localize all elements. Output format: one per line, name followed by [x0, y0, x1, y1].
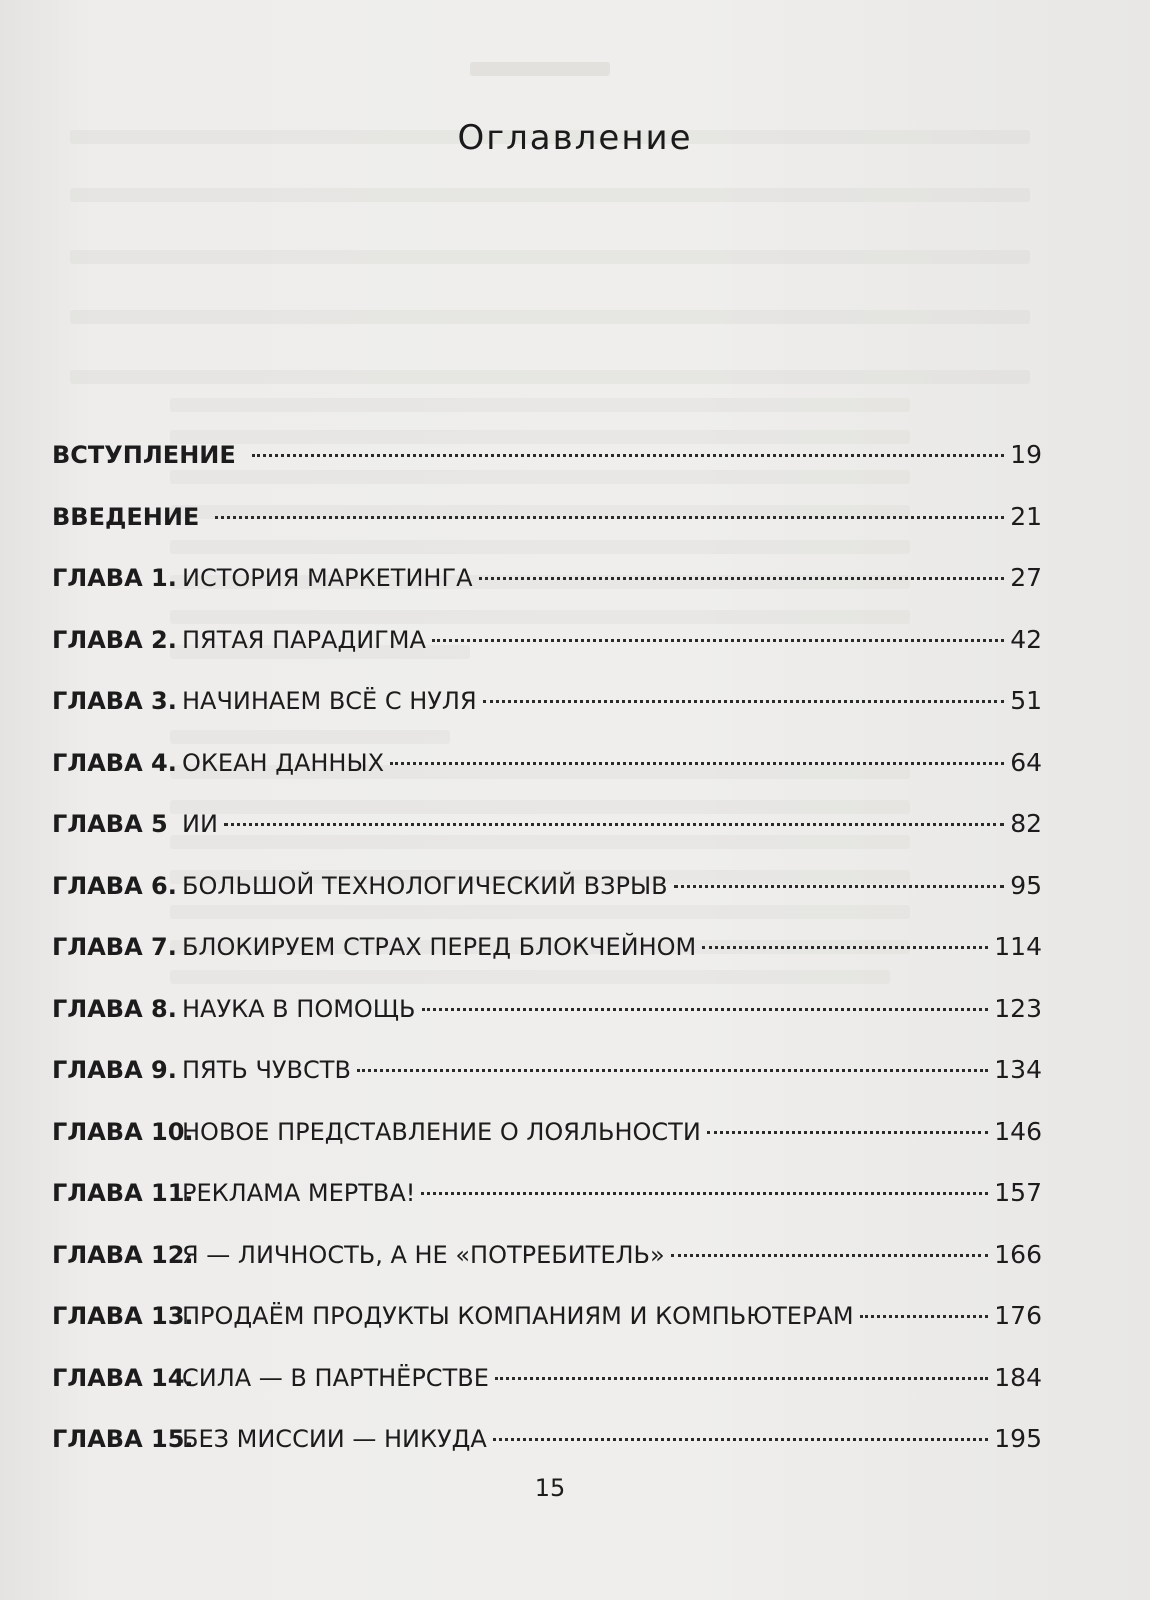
- dot-leader: [707, 1131, 989, 1134]
- toc-entry-chapter-13: [52, 1301, 1042, 1363]
- toc-chapter-label: ГЛАВА 8.: [52, 994, 177, 1023]
- dot-leader: [357, 1069, 988, 1072]
- dot-leader: [479, 577, 1005, 580]
- toc-entry-chapter-10: [52, 1117, 1042, 1179]
- toc-entry-chapter-7: [52, 932, 1042, 994]
- toc-chapter-label: ГЛАВА 10.: [52, 1117, 194, 1146]
- toc-entry-chapter-1: [52, 563, 1042, 625]
- toc-entry-intro: [52, 440, 1042, 502]
- toc-chapter-label: ГЛАВА 7.: [52, 933, 177, 961]
- toc-chapter-label: ГЛАВА 11.: [52, 1179, 194, 1207]
- toc-page-number: 195: [994, 1424, 1042, 1453]
- toc-chapter-title: ПЯТЬ ЧУВСТВ: [182, 1056, 351, 1084]
- toc-chapter-label: ГЛАВА 5: [52, 810, 168, 838]
- toc-chapter-title: ОКЕАН ДАННЫХ: [182, 748, 385, 777]
- toc-page-number: 134: [994, 1055, 1042, 1084]
- toc-page-number: 82: [1010, 809, 1042, 838]
- toc-chapter-title: БЛОКИРУЕМ СТРАХ ПЕРЕД БЛОКЧЕЙНОМ: [182, 933, 697, 961]
- toc-chapter-label: ГЛАВА 9.: [52, 1056, 177, 1084]
- toc-entry-chapter-8: [52, 994, 1042, 1056]
- toc-page-number: 64: [1010, 747, 1042, 777]
- toc-chapter-title: БОЛЬШОЙ ТЕХНОЛОГИЧЕСКИЙ ВЗРЫВ: [182, 871, 668, 900]
- dot-leader: [671, 1254, 989, 1257]
- toc-entry-chapter-9: [52, 1055, 1042, 1117]
- toc-entry-introduction: [52, 502, 1042, 564]
- toc-entry-chapter-14: [52, 1363, 1042, 1425]
- toc-entry-chapter-2: [52, 625, 1042, 687]
- toc-chapter-title: НАУКА В ПОМОЩЬ: [182, 994, 416, 1023]
- toc-chapter-label: ГЛАВА 4.: [52, 748, 177, 777]
- toc-page-number: 21: [1010, 501, 1042, 531]
- dot-leader: [224, 823, 1004, 826]
- toc-page-number: 19: [1010, 440, 1042, 469]
- toc-chapter-title: ИСТОРИЯ МАРКЕТИНГА: [182, 564, 473, 592]
- toc-chapter-title: Я — ЛИЧНОСТЬ, А НЕ «ПОТРЕБИТЕЛЬ»: [182, 1240, 665, 1269]
- dot-leader: [252, 454, 1004, 457]
- dot-leader: [421, 1192, 988, 1195]
- toc-chapter-label: ГЛАВА 14.: [52, 1363, 194, 1392]
- toc-page-number: 166: [994, 1239, 1042, 1269]
- dot-leader: [493, 1438, 988, 1441]
- toc-chapter-label: ГЛАВА 12.: [52, 1240, 194, 1269]
- toc-chapter-label: ГЛАВА 1.: [52, 564, 177, 592]
- toc-page-number: 176: [994, 1301, 1042, 1330]
- toc-chapter-label: ВСТУПЛЕНИЕ: [52, 441, 236, 469]
- toc-page-number: 123: [994, 993, 1042, 1023]
- dot-leader: [860, 1315, 989, 1318]
- dot-leader: [702, 946, 988, 949]
- toc-chapter-title: ИИ: [182, 810, 218, 838]
- toc-chapter-label: ГЛАВА 13.: [52, 1302, 194, 1330]
- toc-chapter-title: НАЧИНАЕМ ВСЁ С НУЛЯ: [182, 687, 477, 715]
- toc-page-number: 146: [994, 1116, 1042, 1146]
- toc-chapter-title: СИЛА — В ПАРТНЁРСТВЕ: [182, 1363, 489, 1392]
- toc-chapter-title: БЕЗ МИССИИ — НИКУДА: [182, 1425, 487, 1453]
- dot-leader: [495, 1377, 988, 1380]
- toc-chapter-label: ГЛАВА 3.: [52, 687, 177, 715]
- dot-leader: [432, 639, 1004, 642]
- toc-chapter-label: ВВЕДЕНИЕ: [52, 502, 200, 531]
- toc-entry-chapter-6: [52, 871, 1042, 933]
- toc-chapter-label: ГЛАВА 15.: [52, 1425, 194, 1453]
- dot-leader: [215, 516, 1004, 519]
- toc-page-number: 114: [994, 932, 1042, 961]
- toc-page-number: 157: [994, 1178, 1042, 1207]
- toc-entry-chapter-4: [52, 748, 1042, 810]
- page-number: 15: [534, 1474, 566, 1502]
- toc-chapter-title: НОВОЕ ПРЕДСТАВЛЕНИЕ О ЛОЯЛЬНОСТИ: [182, 1117, 701, 1146]
- toc-entry-chapter-11: [52, 1178, 1042, 1240]
- toc-page-number: 42: [1010, 624, 1042, 654]
- toc-chapter-title: ПЯТАЯ ПАРАДИГМА: [182, 625, 426, 654]
- toc-chapter-label: ГЛАВА 6.: [52, 871, 177, 900]
- table-of-contents: [52, 440, 1042, 1486]
- page-title: Оглавление: [457, 118, 693, 158]
- toc-entry-chapter-5: [52, 809, 1042, 871]
- toc-chapter-title: ПРОДАЁМ ПРОДУКТЫ КОМПАНИЯМ И КОМПЬЮТЕРАМ: [182, 1302, 854, 1330]
- dot-leader: [674, 885, 1005, 888]
- toc-chapter-title: РЕКЛАМА МЕРТВА!: [182, 1179, 416, 1207]
- toc-chapter-label: ГЛАВА 2.: [52, 625, 177, 654]
- dot-leader: [483, 700, 1005, 703]
- toc-page-number: 95: [1010, 870, 1042, 900]
- toc-page-number: 51: [1010, 686, 1042, 715]
- toc-page-number: 184: [994, 1362, 1042, 1392]
- toc-entry-chapter-12: [52, 1240, 1042, 1302]
- dot-leader: [422, 1008, 989, 1011]
- toc-entry-chapter-3: [52, 686, 1042, 748]
- toc-page-number: 27: [1010, 563, 1042, 592]
- dot-leader: [390, 762, 1004, 765]
